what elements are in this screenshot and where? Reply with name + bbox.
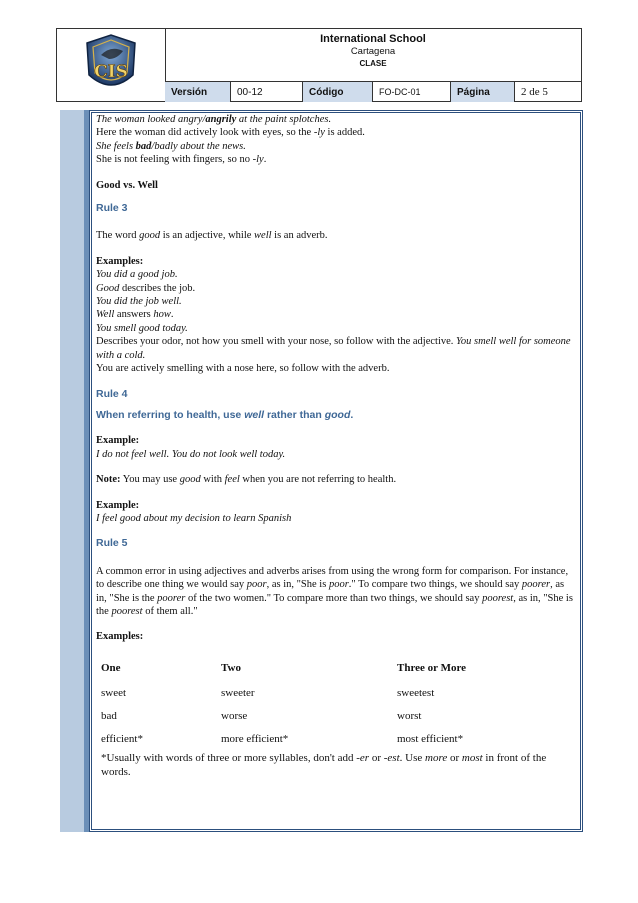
left-margin-bar bbox=[60, 110, 84, 832]
table-row bbox=[96, 705, 570, 728]
cis-crest-icon bbox=[57, 29, 165, 101]
school-name: International School bbox=[320, 33, 426, 45]
rule-3-example-6: Describes your odor, not how you smell with your nose, so follow with the adjective. You smell well for someone with a cold. bbox=[96, 336, 571, 361]
version-value: 00-12 bbox=[231, 82, 303, 102]
rule-4-example2-label: Example: bbox=[96, 499, 140, 511]
svg-text:CIS: CIS bbox=[94, 62, 128, 82]
school-logo bbox=[57, 29, 166, 101]
school-city: Cartagena bbox=[350, 46, 396, 57]
page-label: Página bbox=[451, 82, 515, 102]
intro-line-1: The woman looked angry/angrily at the paint splotches. bbox=[96, 114, 332, 125]
rule-3-example-3: You did the job well. bbox=[96, 296, 182, 308]
school-title-block bbox=[165, 29, 581, 81]
rule-5-title: Rule 5 bbox=[96, 537, 128, 550]
document-meta-row bbox=[165, 81, 581, 102]
rule-3-example-4: Well answers how. bbox=[96, 309, 174, 321]
table-cell: sweetest bbox=[397, 686, 435, 699]
version-label: Versión bbox=[165, 82, 231, 102]
table-cell: worst bbox=[397, 709, 422, 722]
table-header: Two bbox=[221, 662, 241, 675]
table-header: Three or More bbox=[397, 662, 467, 675]
page-value: 2 de 5 bbox=[521, 86, 548, 98]
table-cell: worse bbox=[221, 709, 248, 722]
table-cell: sweet bbox=[101, 686, 127, 699]
table-cell: most efficient* bbox=[397, 732, 464, 745]
rule-3-text: The word good is an adjective, while well is an adverb. bbox=[96, 230, 328, 242]
comparison-table bbox=[96, 656, 570, 751]
rule-4-note: Note: You may use good with feel when you are not referring to health. bbox=[96, 474, 397, 486]
rule-5-examples-label: Examples: bbox=[96, 631, 144, 643]
rule-3-example-1: You did a good job. bbox=[96, 269, 178, 281]
table-cell: more efficient* bbox=[221, 732, 289, 745]
table-header-row bbox=[96, 656, 570, 682]
rule-4-title: Rule 4 bbox=[96, 387, 128, 400]
code-value: FO-DC-01 bbox=[373, 82, 451, 102]
document-type: CLASE bbox=[359, 59, 387, 68]
table-footnote: *Usually with words of three or more syllables, don't add -er or -est. Use more or most in front of the words. bbox=[101, 751, 547, 778]
intro-line-2: Here the woman did actively look with eyes, so the -ly is added. bbox=[96, 127, 365, 139]
rule-5-text: A common error in using adjectives and adverbs arises from using the wrong form for comparison. For instance, to describe one thing we would say poor, as in, "She is poor." To compare two things, we should say poorer, as in, "She is the poorer of the two women." To compare more than two things, we should say poorest, as in, "She is the poorest of them all." bbox=[96, 565, 573, 617]
rule-4-example-2: I feel good about my decision to learn Spanish bbox=[96, 512, 292, 524]
code-label: Código bbox=[303, 82, 373, 102]
rule-4-heading: When referring to health, use well rather than good. bbox=[96, 408, 354, 421]
rule-3-examples-label: Examples: bbox=[96, 255, 144, 267]
table-cell: bad bbox=[101, 709, 117, 722]
lesson-content bbox=[96, 113, 574, 779]
intro-line-4: She is not feeling with fingers, so no -ly. bbox=[96, 154, 267, 166]
good-vs-well-heading: Good vs. Well bbox=[96, 179, 158, 191]
rule-3-title: Rule 3 bbox=[96, 202, 128, 215]
intro-line-3: She feels bad/badly about the news. bbox=[96, 140, 246, 152]
table-row bbox=[96, 682, 570, 705]
table-cell: efficient* bbox=[101, 732, 143, 745]
table-cell: sweeter bbox=[221, 686, 255, 699]
rule-4-example-label: Example: bbox=[96, 435, 140, 447]
rule-3-example-2: Good describes the job. bbox=[96, 282, 196, 294]
table-header: One bbox=[101, 662, 121, 675]
rule-4-example-1: I do not feel well. You do not look well today. bbox=[96, 448, 286, 460]
table-row bbox=[96, 728, 570, 751]
rule-3-example-7: You are actively smelling with a nose here, so follow with the adverb. bbox=[96, 363, 390, 375]
rule-3-example-5: You smell good today. bbox=[96, 322, 188, 334]
document-header bbox=[56, 28, 582, 102]
